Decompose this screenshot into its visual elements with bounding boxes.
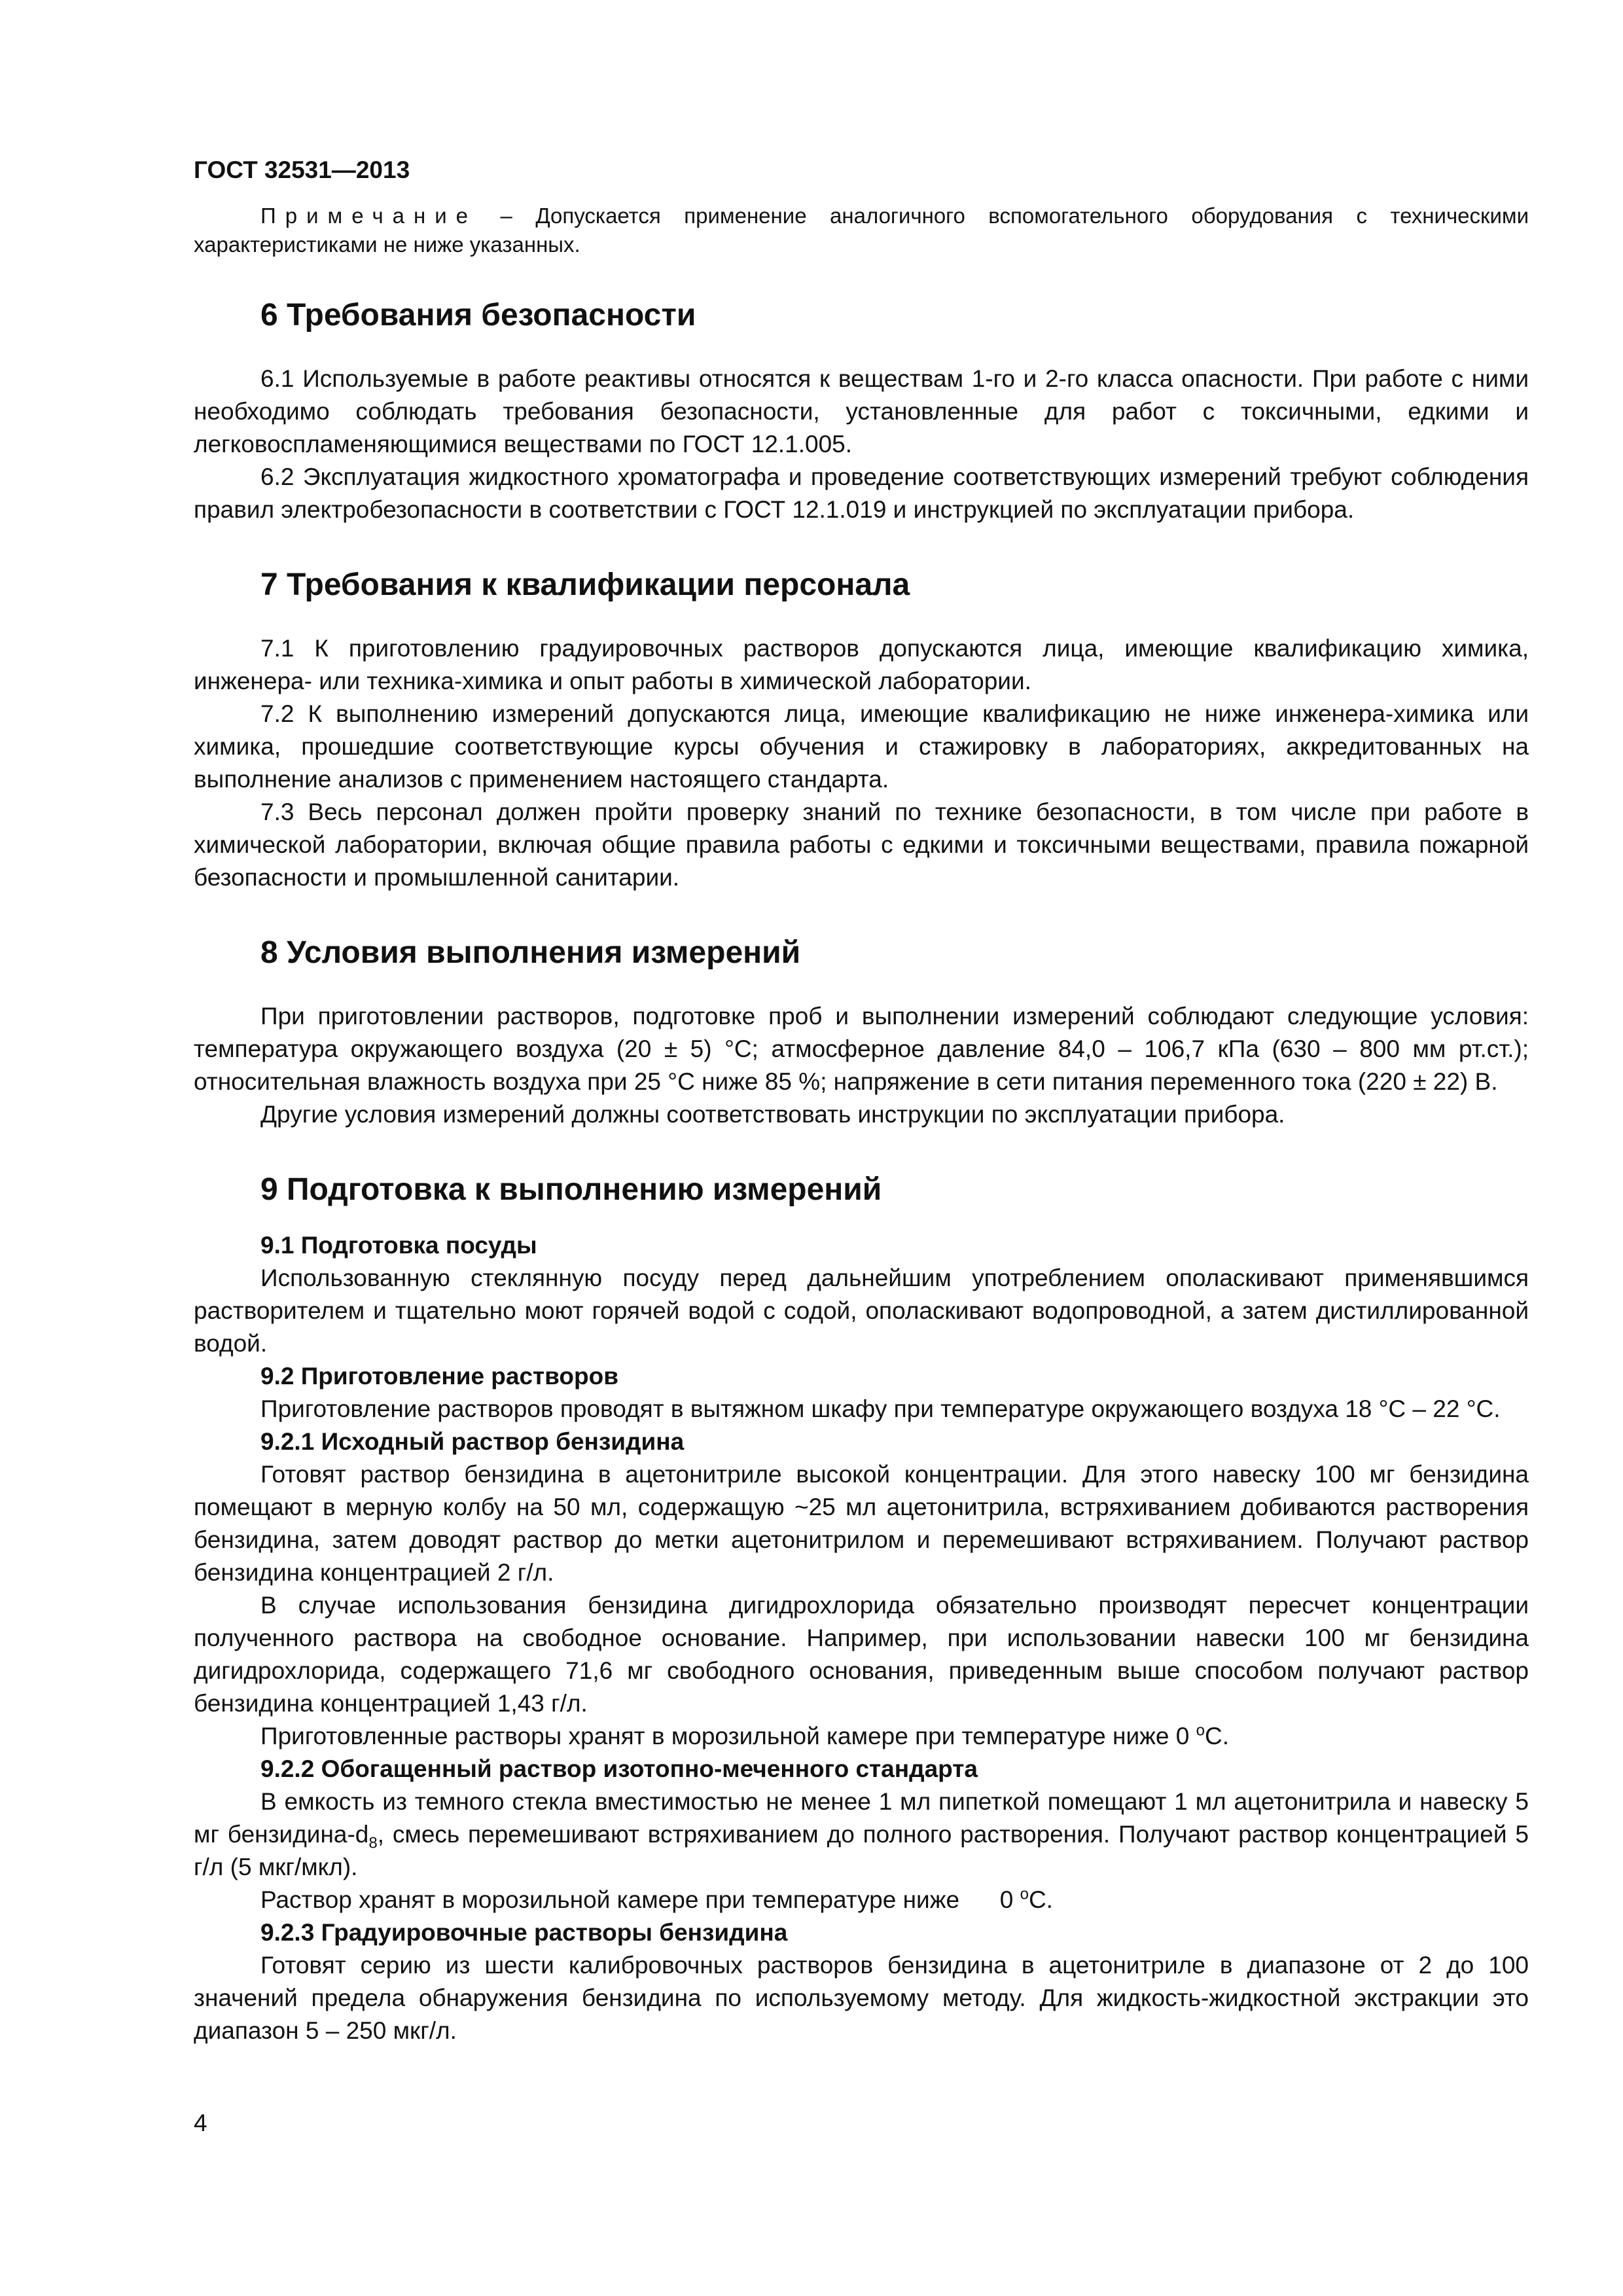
- enriched-text-pre: В емкость из темного стекла вместимостью не менее 1 мл пипеткой помещают 1 мл ацетонитрила и навеску 5 мг бензидина-d: [194, 1788, 1529, 1848]
- subsection-9-2-3-title: 9.2.3 Градуировочные растворы бензидина: [260, 1919, 788, 1946]
- subsection-9-2-2-title: 9.2.2 Обогащенный раствор изотопно-меченного стандарта: [260, 1755, 978, 1782]
- paragraph-9-2-2-a: [194, 1785, 1529, 1884]
- section-9-title: 9 Подготовка к выполнению измерений: [260, 1172, 882, 1207]
- paragraph-6-1: 6.1 Используемые в работе реактивы относятся к веществам 1-го и 2-го класса опасности. При работе с ними необходимо соблюдать требования безопасности, установленные для работ с токсичными, едкими и легковоспламеняющимися веществами по ГОСТ 12.1.005.: [194, 365, 1529, 457]
- degree-mark: о: [1196, 1721, 1205, 1740]
- freezer-text-pre: Раствор хранят в морозильной камере при температуре ниже 0: [260, 1886, 1020, 1913]
- paragraph-7-2: 7.2 К выполнению измерений допускаются лица, имеющие квалификацию не ниже инженера-химика или химика, прошедшие соответствующие курсы обучения и стажировку в лабораториях, аккредитованных на выполнение анализов с применением настоящего стандарта.: [194, 700, 1529, 793]
- paragraph-9-1: Использованную стеклянную посуду перед дальнейшим употреблением ополаскивают применявшимся растворителем и тщательно моют горячей водой с содой, ополаскивают водопроводной, а затем дистиллированной водой.: [194, 1265, 1529, 1357]
- paragraph-9-2-1-a: Готовят раствор бензидина в ацетонитриле высокой концентрации. Для этого навеску 100 мг бензидина помещают в мерную колбу на 50 мл, содержащую ~25 мл ацетонитрила, встряхиванием добиваются растворения бензидина, затем доводят раствор до метки ацетонитрилом и перемешивают встряхиванием. Получают раствор бензидина концентрацией 2 г/л.: [194, 1461, 1529, 1586]
- paragraph-9-2-3: Готовят серию из шести калибровочных растворов бензидина в ацетонитриле в диапазоне от 2 до 100 значений предела обнаружения бензидина по используемому методу. Для жидкость-жидкостной экстракции это диапазон 5 – 250 мкг/л.: [194, 1952, 1529, 2044]
- section-6: [194, 296, 1529, 526]
- paragraph-9-2-2-b: [194, 1884, 1529, 1916]
- paragraph-7-3: 7.3 Весь персонал должен пройти проверку знаний по технике безопасности, в том числе при работе в химической лаборатории, включая общие правила работы с едкими и токсичными веществами, правила пожарной безопасности и промышленной санитарии.: [194, 798, 1529, 891]
- paragraph-6-2: 6.2 Эксплуатация жидкостного хроматографа и проведение соответствующих измерений требуют соблюдения правил электробезопасности в соответствии с ГОСТ 12.1.019 и инструкцией по эксплуатации прибора.: [194, 463, 1529, 523]
- section-6-title: 6 Требования безопасности: [260, 298, 696, 332]
- storage-text-post: С.: [1204, 1723, 1229, 1749]
- note-text: – Допускается применение аналогичного вспомогательного оборудования с техническими характеристиками не ниже указанных.: [194, 204, 1529, 257]
- isotope-subscript: 8: [368, 1834, 378, 1852]
- paragraph-7-1: 7.1 К приготовлению градуировочных растворов допускаются лица, имеющие квалификацию химика, инженера- или техника-химика и опыт работы в химической лаборатории.: [194, 635, 1529, 694]
- freezer-text-post: С.: [1028, 1886, 1053, 1913]
- enriched-text-post: , смесь перемешивают встряхиванием до полного растворения. Получают раствор концентрацией 5 г/л (5 мкг/мкл).: [194, 1821, 1529, 1880]
- note-block: [194, 202, 1529, 259]
- section-9: [194, 1170, 1529, 2047]
- section-8-title: 8 Условия выполнения измерений: [260, 935, 801, 970]
- paragraph-9-2-1-b: В случае использования бензидина дигидрохлорида обязательно производят пересчет концентрации полученного раствора на свободное основание. Например, при использовании навески 100 мг бензидина дигидрохлорида, содержащего 71,6 мг свободного основания, приведенным выше способом получают раствор бензидина концентрацией 1,43 г/л.: [194, 1592, 1529, 1717]
- section-7-title: 7 Требования к квалификации персонала: [260, 567, 910, 602]
- document-page: [194, 156, 1529, 2047]
- note-label: Примечание: [260, 204, 478, 228]
- section-7: [194, 565, 1529, 894]
- paragraph-8-1: При приготовлении растворов, подготовке проб и выполнении измерений соблюдают следующие условия: температура окружающего воздуха (20 ± 5) °С; атмосферное давление 84,0 – 106,7 кПа (630 – 800 мм рт.ст.); относительная влажность воздуха при 25 °С ниже 85 %; напряжение в сети питания переменного тока (220 ± 22) В.: [194, 1003, 1529, 1095]
- degree-mark-2: о: [1020, 1885, 1029, 1903]
- subsection-9-2-title: 9.2 Приготовление растворов: [260, 1363, 618, 1390]
- subsection-9-2-1-title: 9.2.1 Исходный раствор бензидина: [260, 1428, 685, 1455]
- subsection-9-1-title: 9.1 Подготовка посуды: [260, 1232, 537, 1259]
- page-number: 4: [194, 2109, 207, 2136]
- storage-text-pre: Приготовленные растворы хранят в морозильной камере при температуре ниже 0: [260, 1723, 1196, 1749]
- paragraph-9-2: Приготовление растворов проводят в вытяжном шкафу при температуре окружающего воздуха 18 °С – 22 °С.: [260, 1395, 1501, 1422]
- standard-header: ГОСТ 32531—2013: [194, 156, 410, 183]
- note-indent: [194, 204, 260, 228]
- section-8: [194, 933, 1529, 1131]
- paragraph-8-2: Другие условия измерений должны соответствовать инструкции по эксплуатации прибора.: [260, 1101, 1285, 1128]
- paragraph-9-2-1-c: [194, 1720, 1529, 1753]
